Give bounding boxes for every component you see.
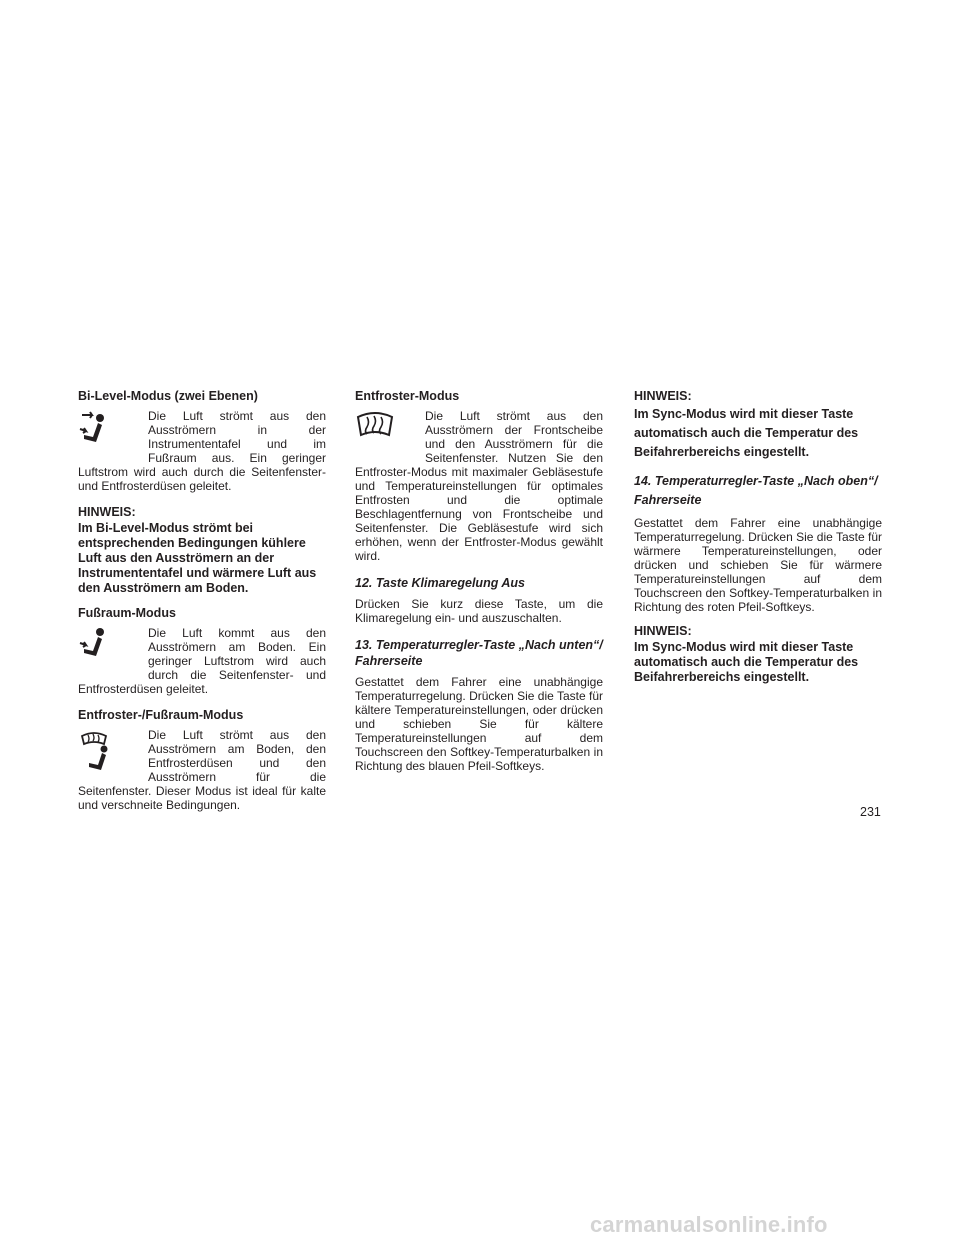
section-14-title: 14. Temperaturregler-Taste „Nach oben“/ Fahrerseite <box>634 474 878 507</box>
section-13-title: 13. Temperaturregler-Taste „Nach unten“/ Fahrerseite <box>355 638 603 668</box>
defrost-floor-mode-icon <box>78 728 132 774</box>
bilevel-mode-icon <box>78 409 132 455</box>
section-14-text: Gestattet dem Fahrer eine unabhängige Temperaturregelung. Drücken Sie die Taste für wärmere Temperatureinstellungen, oder drücken und schieben Sie für wärmere Temperatureinstellungen auf dem Touchscreen den Softkey-Temperaturbalken in Richtung des roten Pfeil-Softkeys. <box>634 516 882 614</box>
fussraum-heading: Fußraum-Modus <box>78 606 176 620</box>
column-middle <box>355 389 603 781</box>
entfroster-heading: Entfroster-Modus <box>355 389 460 403</box>
bilevel-heading: Bi-Level-Modus (zwei Ebenen) <box>78 389 258 403</box>
hinweis-label-2: HINWEIS: <box>634 389 692 403</box>
hinweis-label-3: HINWEIS: <box>634 624 692 638</box>
entfroster-block <box>355 409 603 563</box>
bilevel-block <box>78 409 326 493</box>
entfroster-text: Die Luft strömt aus den Ausströmern der Frontscheibe und den Ausströmern für die Seitenfenster. Nutzen Sie den Entfroster-Modus mit maximaler Gebläsestufe und Temperatureinstellungen für optimales Entfrosten und die optimale Beschlagentfernung von Frontscheibe und Seitenfenster. Die Gebläsestufe wird sich erhöhen, wenn der Entfroster-Modus gewählt wird. <box>355 409 603 563</box>
page-number: 231 <box>860 805 881 819</box>
column-left <box>78 389 326 824</box>
hinweis-text-1: Im Bi-Level-Modus strömt bei entsprechenden Bedingungen kühlere Luft aus den Ausströmern an der Instrumententafel und wärmere Luft aus den Ausströmern am Boden. <box>78 521 317 595</box>
fussraum-block <box>78 626 326 696</box>
hinweis-label-1: HINWEIS: <box>78 505 136 519</box>
bilevel-text: Die Luft strömt aus den Ausströmern in der Instrumententafel und im Fußraum aus. Ein geringer Luftstrom wird auch durch die Seitenfenster- und Entfrosterdüsen geleitet. <box>78 409 326 493</box>
entfroster-fussraum-block <box>78 728 326 812</box>
entfroster-fussraum-text: Die Luft strömt aus den Ausströmern am Boden, den Entfrosterdüsen und den Ausströmern für die Seitenfenster. Dieser Modus ist ideal für kalte und verschneite Bedingungen. <box>78 728 326 812</box>
section-12-title: 12. Taste Klimaregelung Aus <box>355 576 525 590</box>
hinweis-text-3: Im Sync-Modus wird mit dieser Taste automatisch auch die Temperatur des Beifahrerbereichs eingestellt. <box>634 640 859 684</box>
fussraum-text: Die Luft kommt aus den Ausströmern am Boden. Ein geringer Luftstrom wird auch durch die Seitenfenster- und Entfrosterdüsen geleitet. <box>78 626 326 696</box>
hinweis-text-2: Im Sync-Modus wird mit dieser Taste automatisch auch die Temperatur des Beifahrerbereichs eingestellt. <box>634 407 859 459</box>
defrost-mode-icon <box>355 409 409 455</box>
watermark: carmanualsonline.info <box>590 1212 828 1237</box>
entfroster-fussraum-heading: Entfroster-/Fußraum-Modus <box>78 708 244 722</box>
floor-mode-icon <box>78 626 132 672</box>
section-12-text: Drücken Sie kurz diese Taste, um die Klimaregelung ein- und auszuschalten. <box>355 597 603 625</box>
column-right <box>634 389 882 695</box>
section-13-text: Gestattet dem Fahrer eine unabhängige Temperaturregelung. Drücken Sie die Taste für kältere Temperatureinstellungen, oder drücken und schieben Sie für kältere Temperatureinstellungen auf dem Touchscreen den Softkey-Temperaturbalken in Richtung des blauen Pfeil-Softkeys. <box>355 675 603 773</box>
